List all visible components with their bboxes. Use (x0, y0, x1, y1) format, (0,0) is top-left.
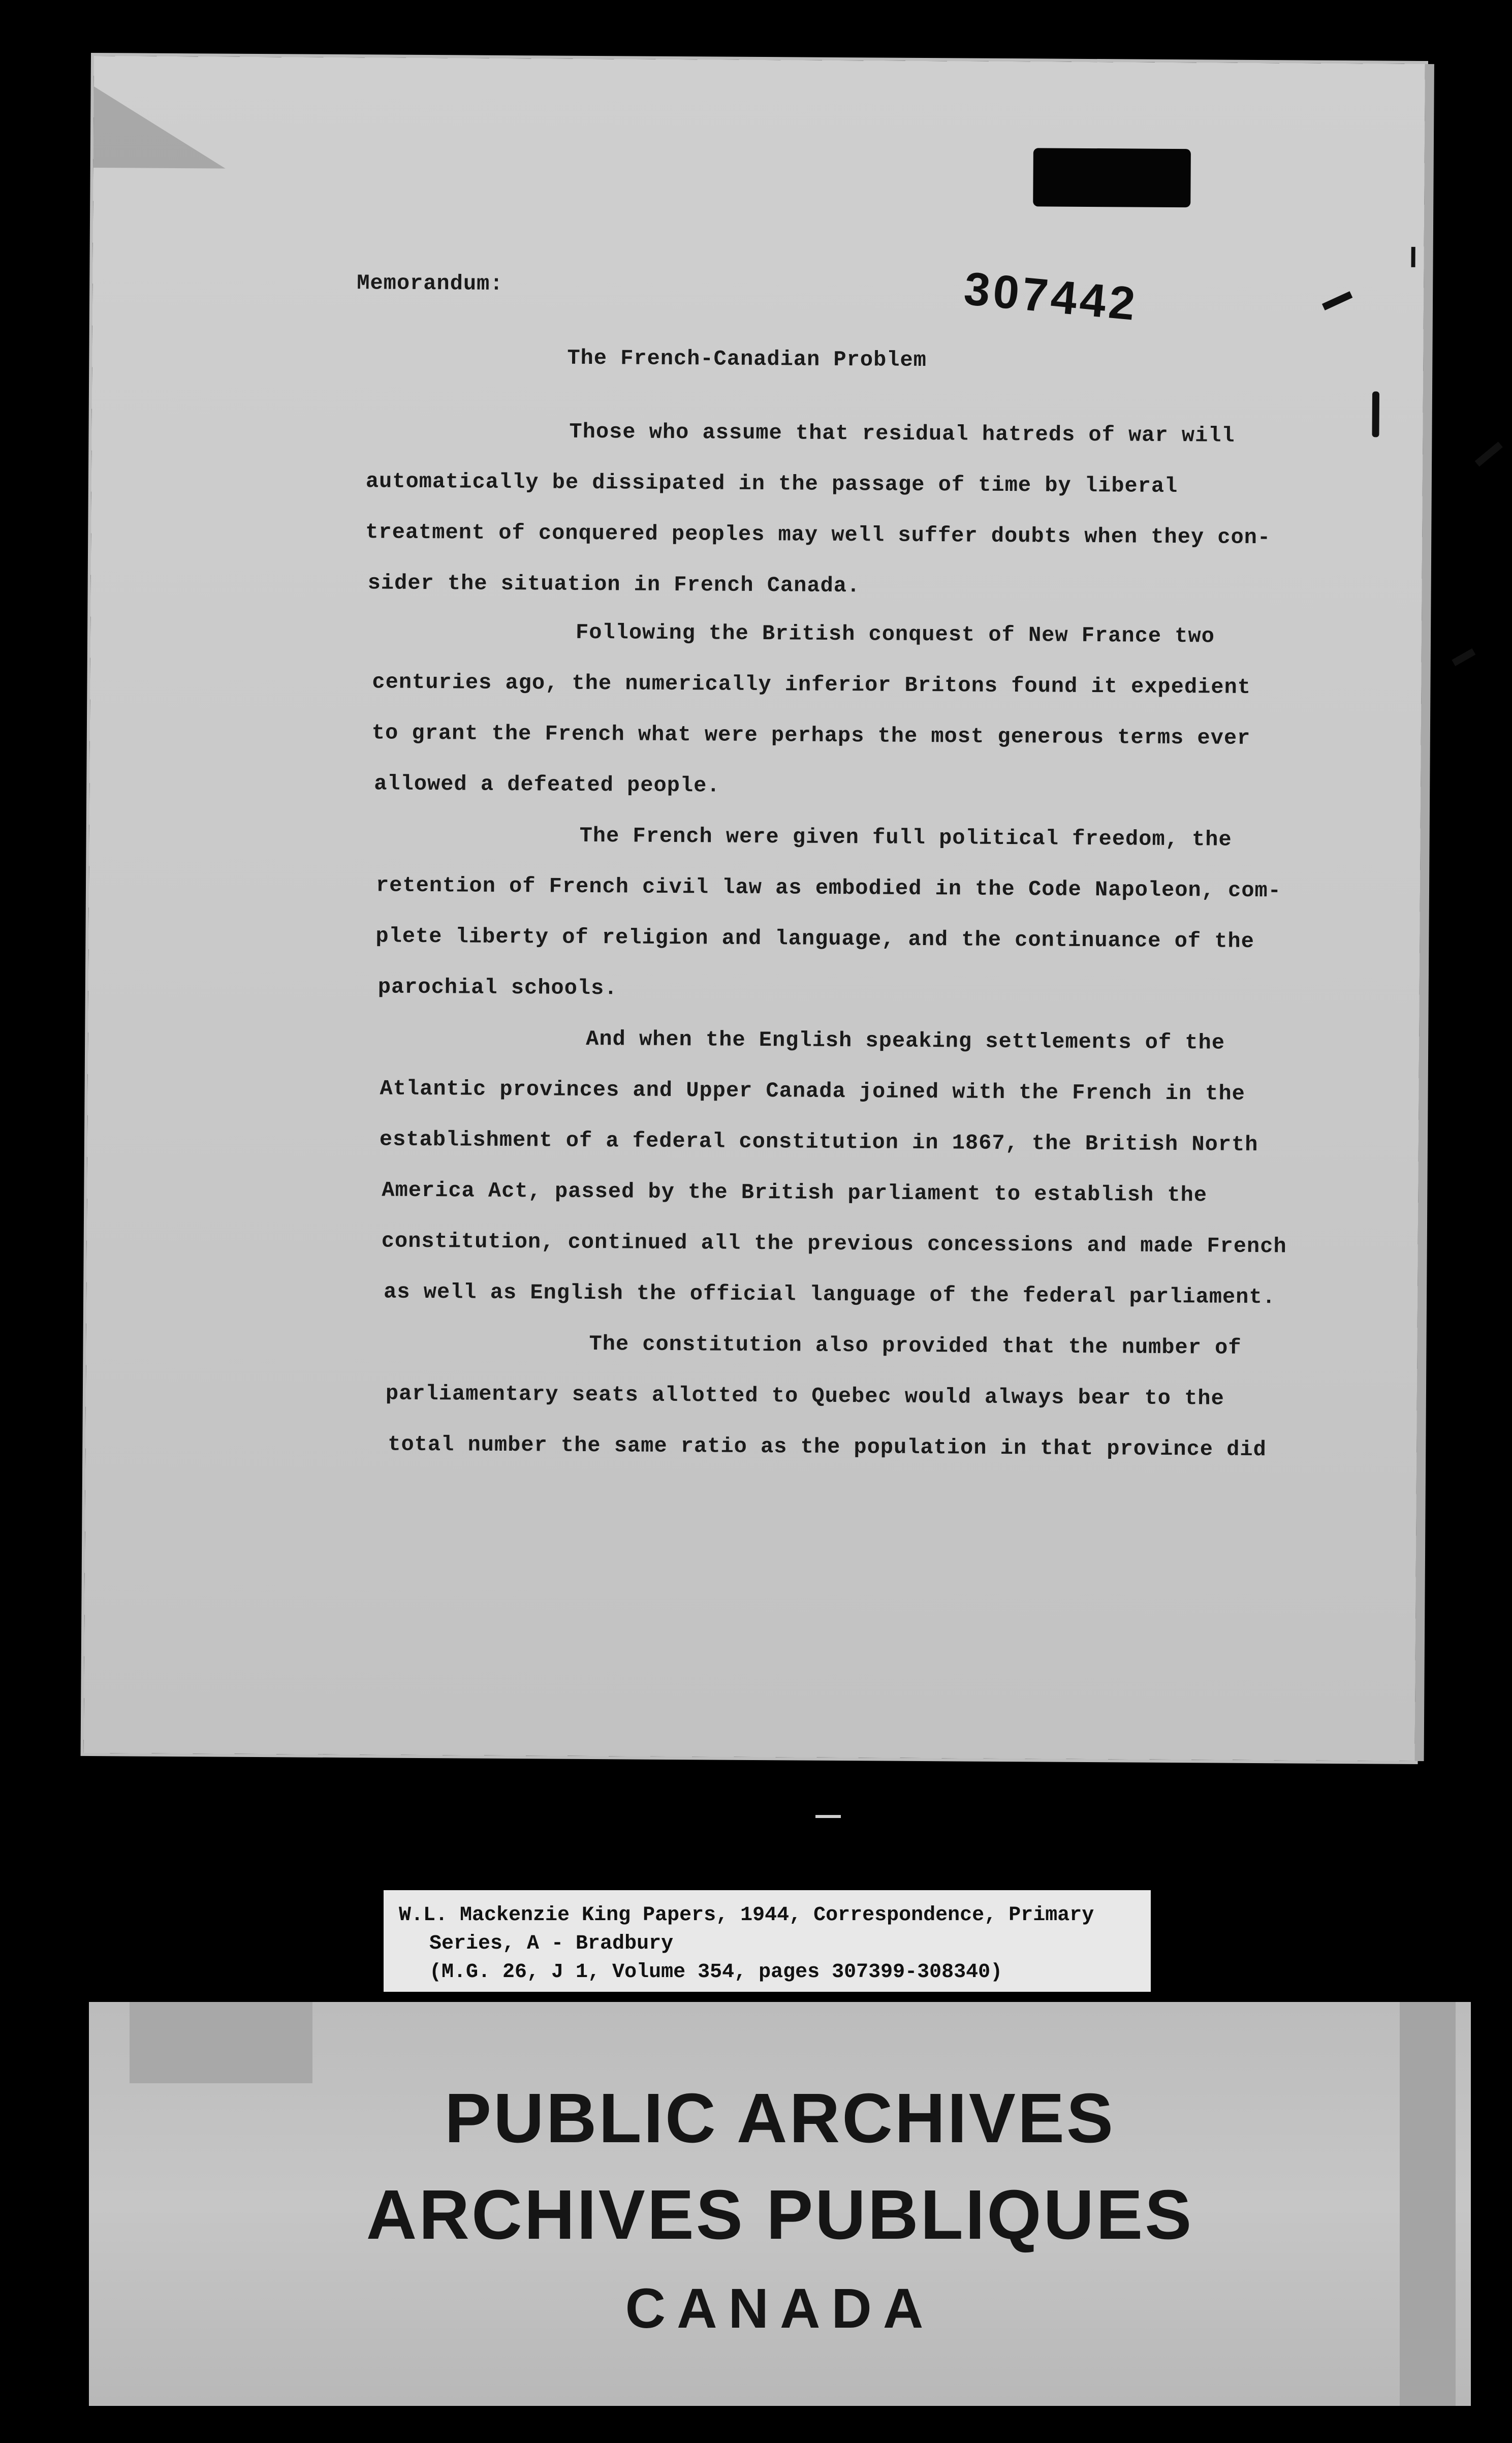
memorandum-title: The French-Canadian Problem (567, 346, 927, 373)
body-line: automatically be dissipated in the passage of time by liberal (365, 469, 1178, 499)
body-line: total number the same ratio as the population in that province did (388, 1432, 1267, 1462)
margin-mark (1411, 247, 1415, 267)
banner-line-french: ARCHIVES PUBLIQUES (366, 2176, 1194, 2254)
body-line: treatment of conquered peoples may well suffer doubts when they con- (365, 520, 1271, 550)
body-line: Those who assume that residual hatreds of war will (569, 419, 1235, 448)
body-line: constitution, continued all the previous concessions and made French (381, 1229, 1287, 1259)
banner-line-english: PUBLIC ARCHIVES (445, 2079, 1115, 2157)
catalog-line-2: Series, A - Bradbury (429, 1932, 674, 1955)
body-line: sider the situation in French Canada. (367, 571, 861, 599)
memorandum-label: Memorandum: (357, 271, 503, 296)
body-line: retention of French civil law as embodied in the Code Napoleon, com- (375, 873, 1282, 903)
redaction-block (1033, 148, 1191, 207)
body-line: The French were given full political freedom, the (579, 823, 1232, 852)
banner-line-country: CANADA (625, 2277, 935, 2340)
body-line: parochial schools. (377, 975, 618, 1001)
body-line: centuries ago, the numerically inferior Britons found it expedient (372, 670, 1251, 700)
margin-mark (1452, 648, 1475, 666)
body-line: Atlantic provinces and Upper Canada joined with the French in the (380, 1076, 1245, 1106)
body-line: as well as English the official language of the federal parliament. (384, 1279, 1276, 1310)
body-line: America Act, passed by the British parliament to establish the (382, 1178, 1208, 1208)
body-line: establishment of a federal constitution in 1867, the British North (379, 1127, 1258, 1157)
body-line: plete liberty of religion and language, and the continuance of the (375, 924, 1255, 954)
separator-dash (815, 1815, 841, 1818)
body-line: The constitution also provided that the number of (589, 1332, 1242, 1360)
body-line: allowed a defeated people. (374, 771, 720, 798)
body-line: And when the English speaking settlements of the (586, 1026, 1225, 1055)
typed-memorandum-page (84, 56, 1425, 1761)
banner-fold (130, 2002, 312, 2083)
margin-mark (1322, 291, 1352, 310)
margin-mark (1372, 391, 1379, 437)
margin-mark (1475, 442, 1503, 466)
archival-catalog-label (384, 1890, 1151, 1992)
public-archives-banner (89, 2002, 1471, 2406)
body-line: to grant the French what were perhaps the most generous terms ever (371, 721, 1251, 750)
catalog-line-3: (M.G. 26, J 1, Volume 354, pages 307399-308340) (429, 1961, 1003, 1984)
page-fold-corner (93, 86, 226, 169)
document-number: 307442 (962, 262, 1141, 331)
body-line: Following the British conquest of New France two (575, 620, 1215, 649)
body-line: parliamentary seats allotted to Quebec would always bear to the (385, 1381, 1224, 1411)
page-edge (1415, 64, 1434, 1761)
catalog-line-1: W.L. Mackenzie King Papers, 1944, Correspondence, Primary (399, 1904, 1094, 1927)
